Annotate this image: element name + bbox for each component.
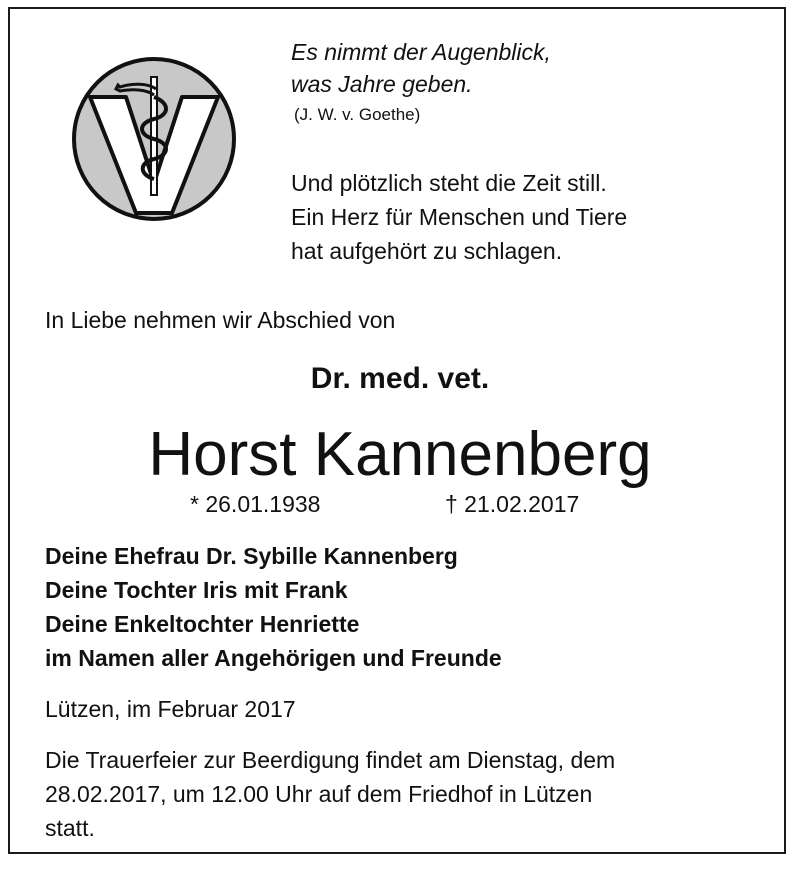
verse-line-1: Und plötzlich steht die Zeit still. bbox=[291, 170, 607, 196]
intro-text: In Liebe nehmen wir Abschied von bbox=[45, 307, 396, 333]
quote-line-1: Es nimmt der Augenblick, bbox=[291, 39, 551, 65]
mourner-3: Deine Enkeltochter Henriette bbox=[45, 611, 360, 637]
quote-line-2: was Jahre geben. bbox=[291, 71, 473, 97]
mourner-2: Deine Tochter Iris mit Frank bbox=[45, 577, 348, 603]
place-date: Lützen, im Februar 2017 bbox=[45, 696, 296, 722]
birth-date: * 26.01.1938 bbox=[190, 491, 321, 517]
mourner-4: im Namen aller Angehörigen und Freunde bbox=[45, 645, 502, 671]
mourner-1: Deine Ehefrau Dr. Sybille Kannenberg bbox=[45, 543, 458, 569]
verse-line-3: hat aufgehört zu schlagen. bbox=[291, 238, 563, 264]
funeral-line-3: statt. bbox=[45, 815, 95, 841]
verse-line-2: Ein Herz für Menschen und Tiere bbox=[291, 204, 628, 230]
funeral-line-1: Die Trauerfeier zur Beerdigung findet am Dienstag, dem bbox=[45, 747, 616, 773]
veterinary-logo-icon bbox=[70, 55, 238, 228]
death-date: † 21.02.2017 bbox=[445, 491, 580, 517]
funeral-line-2: 28.02.2017, um 12.00 Uhr auf dem Friedhof in Lützen bbox=[45, 781, 593, 807]
deceased-name: Horst Kannenberg bbox=[148, 420, 652, 489]
quote-source: (J. W. v. Goethe) bbox=[294, 105, 421, 124]
academic-title: Dr. med. vet. bbox=[310, 362, 490, 395]
